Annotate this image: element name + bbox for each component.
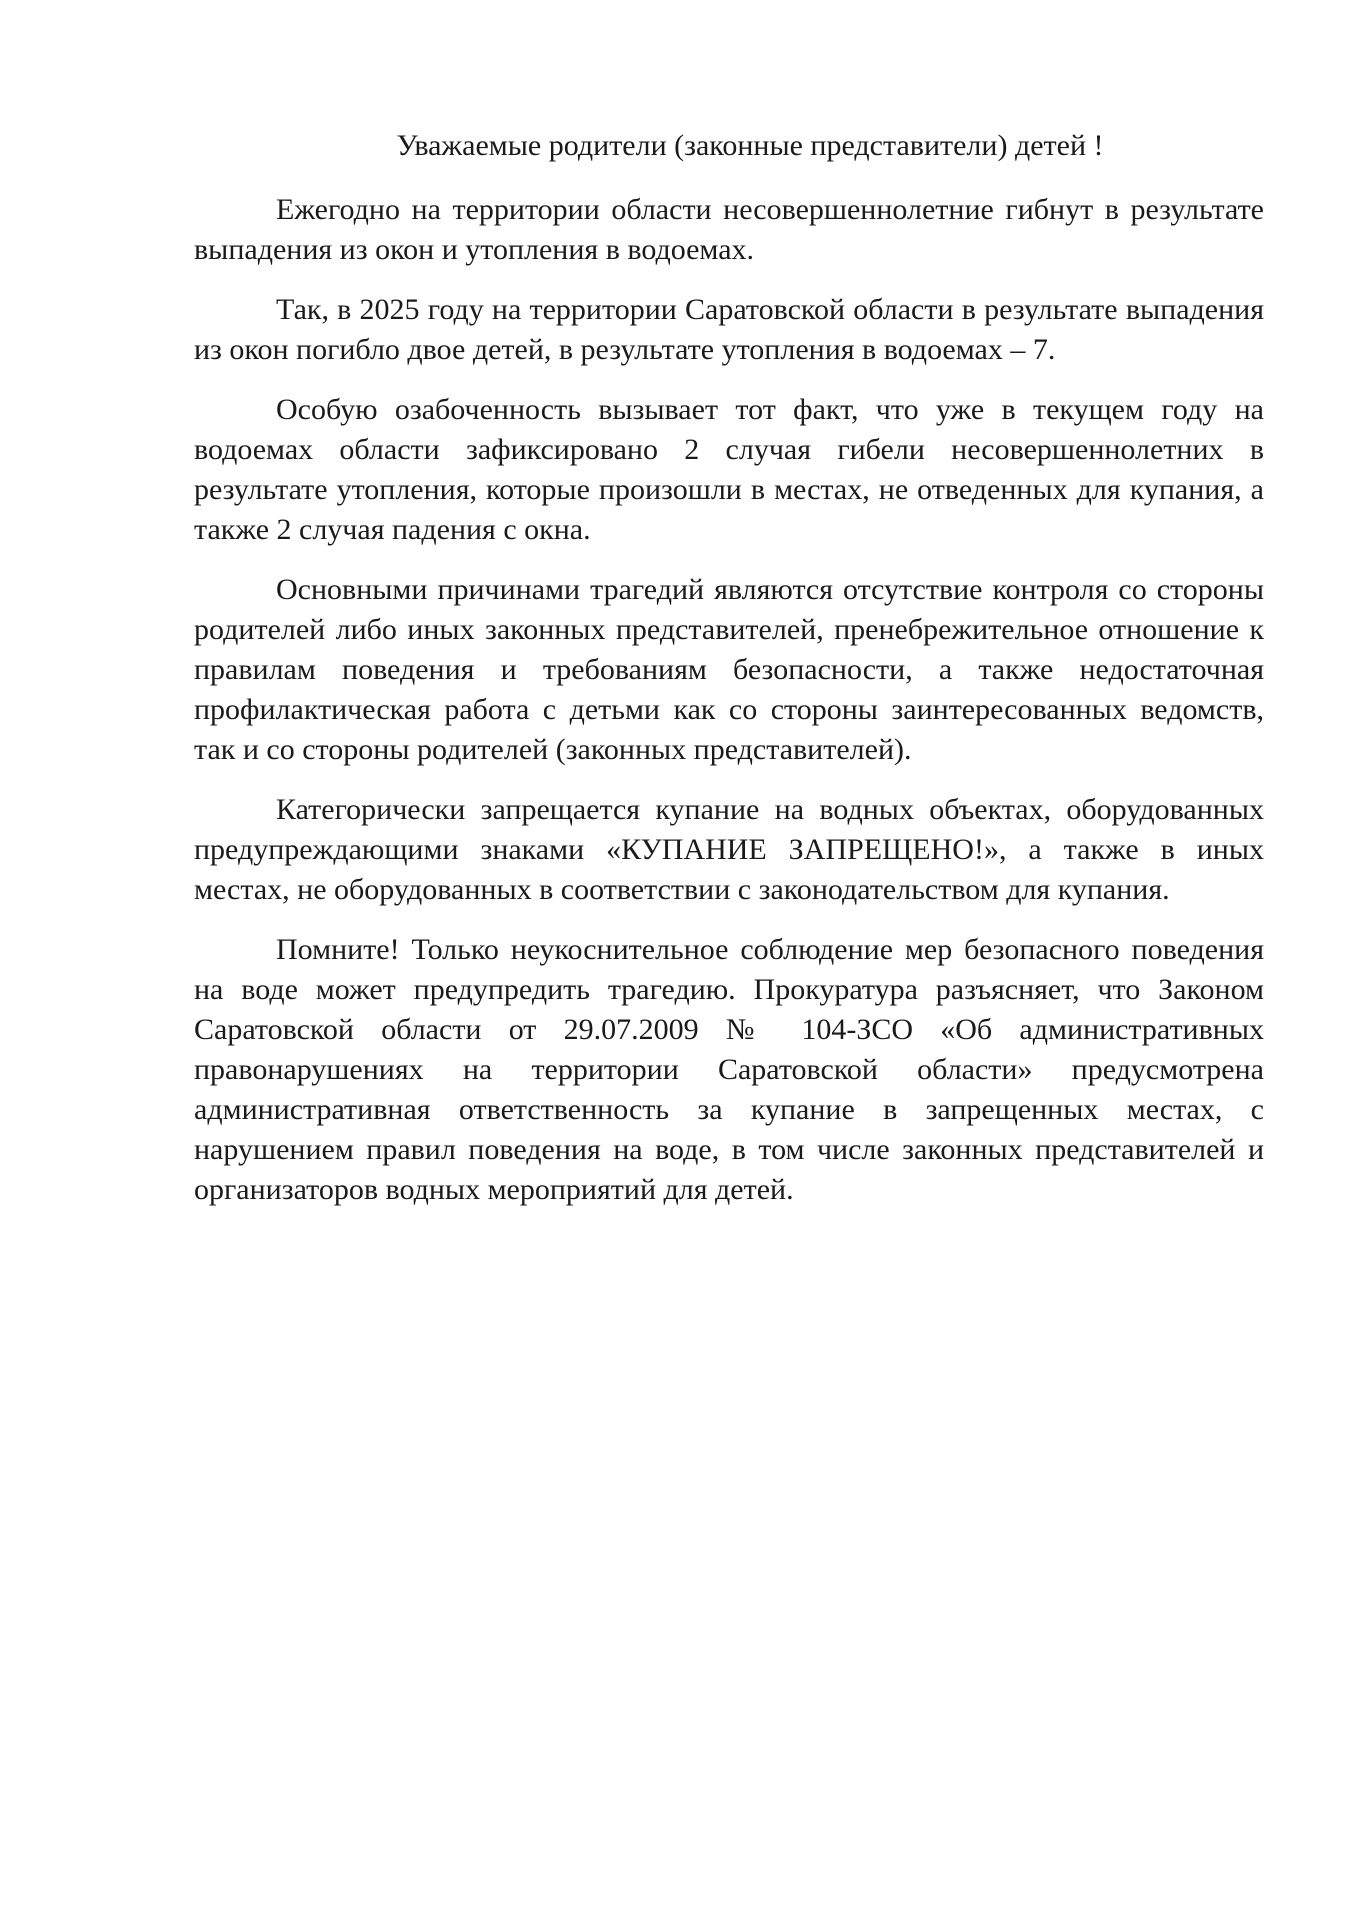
paragraph-current-year-concern: Особую озабоченность вызывает тот факт, что уже в текущем году на водоемах области зафиксировано 2 случая гибели несовершеннолетних в результате утопления, которые произошли в местах, не отведенных для купания, а также 2 случая падения с окна. <box>194 393 1264 546</box>
paragraph-main-causes: Основными причинами трагедий являются отсутствие контроля со стороны родителей либо иных законных представителей, пренебрежительное отношение к правилам поведения и требованиям безопасности, а также недостаточная профилактическая работа с детьми как со стороны заинтересованных ведомств, так и со стороны родителей (законных представителей). <box>194 573 1264 766</box>
paragraph-2025-statistics: Так, в 2025 году на территории Саратовской области в результате выпадения из окон погибло двое детей, в результате утопления в водоемах – 7. <box>194 293 1264 366</box>
document-title: Уважаемые родители (законные представители) детей ! <box>396 129 1104 162</box>
paragraph-annual-deaths: Ежегодно на территории области несовершеннолетние гибнут в результате выпадения из окон и утопления в водоемах. <box>194 193 1264 266</box>
document-body <box>194 126 1264 1230</box>
paragraph-legal-notice: Помните! Только неукоснительное соблюдение мер безопасного поведения на воде может предупредить трагедию. Прокуратура разъясняет, что Законом Саратовской области от 29.07.2009 № 104-ЗСО «Об административных правонарушениях на территории Саратовской области» предусмотрена административная ответственность за купание в запрещенных местах, с нарушением правил поведения на воде, в том числе законных представителей и организаторов водных мероприятий для детей. <box>194 933 1264 1206</box>
paragraph-swimming-prohibition: Категорически запрещается купание на водных объектах, оборудованных предупреждающими знаками «КУПАНИЕ ЗАПРЕЩЕНО!», а также в иных местах, не оборудованных в соответствии с законодательством для купания. <box>194 793 1264 906</box>
